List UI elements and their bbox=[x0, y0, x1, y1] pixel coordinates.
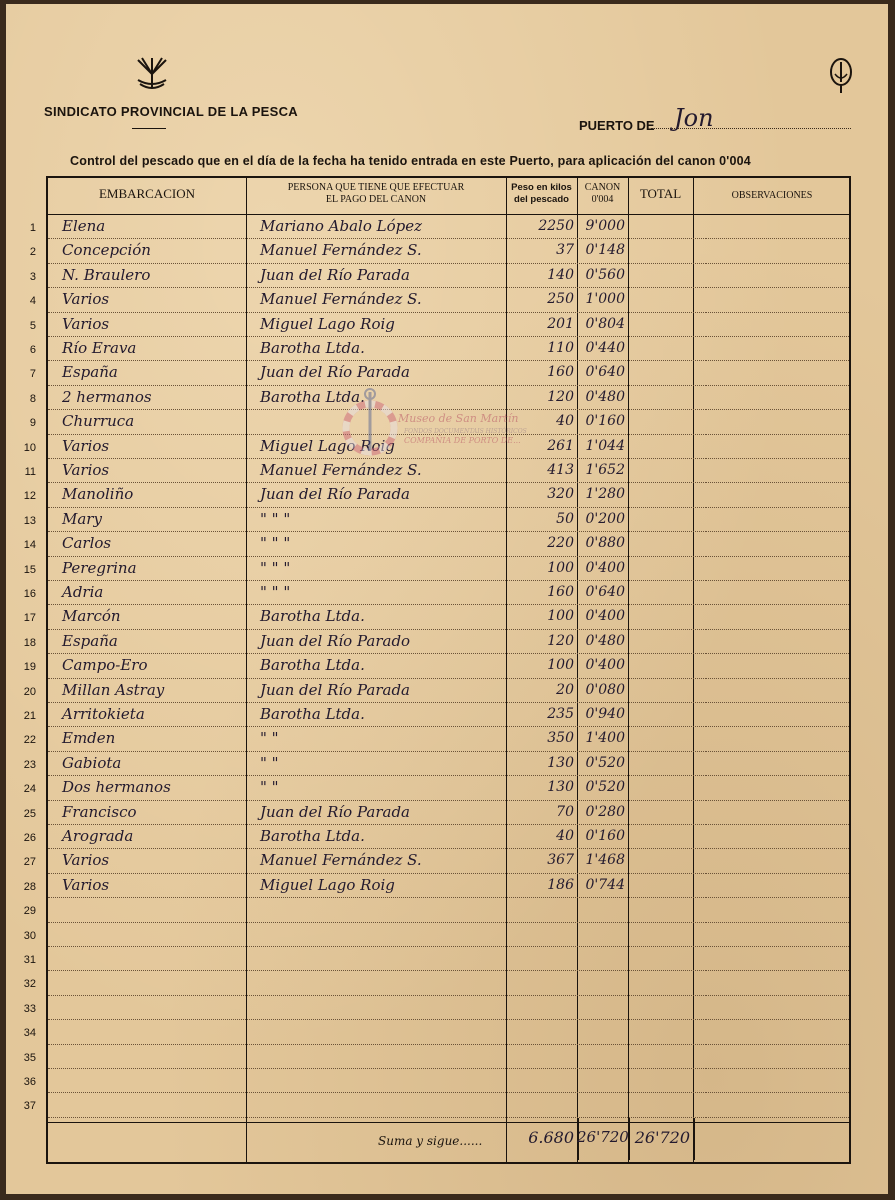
header-persona bbox=[246, 182, 506, 206]
payer-name: " " " bbox=[260, 558, 291, 577]
sum-canon: 26'720 bbox=[577, 1128, 629, 1146]
boat-name: Varios bbox=[62, 461, 110, 479]
row-number: 29 bbox=[23, 905, 36, 918]
fish-weight: 160 bbox=[547, 364, 574, 381]
row-rule-right bbox=[706, 922, 849, 923]
row-number: 15 bbox=[23, 563, 36, 576]
header-total: TOTAL bbox=[639, 186, 682, 201]
fish-weight: 37 bbox=[556, 242, 574, 259]
header-canon-line2: 0'004 bbox=[591, 194, 614, 205]
fish-weight: 120 bbox=[547, 388, 574, 405]
lifebuoy-icon bbox=[340, 384, 400, 464]
row-number: 31 bbox=[23, 954, 36, 966]
fish-weight: 250 bbox=[547, 291, 574, 308]
row-rule bbox=[48, 775, 706, 776]
row-rule bbox=[48, 653, 706, 654]
control-title: Control del pescado que en el día de la fecha ha tenido entrada en este Puerto, para aplicación del canon 0'004 bbox=[70, 154, 751, 168]
row-number: 12 bbox=[23, 490, 36, 503]
row-rule bbox=[48, 580, 706, 581]
payer-name: Juan del Río Parada bbox=[260, 363, 410, 382]
row-number: 36 bbox=[23, 1076, 36, 1088]
boat-name: Churruca bbox=[62, 412, 135, 431]
row-rule bbox=[48, 556, 706, 557]
boat-name: 2 hermanos bbox=[62, 387, 152, 406]
row-rule bbox=[48, 263, 706, 264]
port-label: PUERTO DE bbox=[579, 118, 655, 133]
row-number: 22 bbox=[23, 734, 36, 747]
row-rule-right bbox=[706, 678, 849, 679]
payer-name: " " " bbox=[260, 509, 291, 528]
row-rule bbox=[48, 1044, 706, 1045]
fish-weight: 413 bbox=[547, 462, 574, 478]
union-underline bbox=[132, 128, 166, 129]
row-rule-right bbox=[706, 726, 849, 727]
fish-weight: 235 bbox=[547, 706, 574, 722]
row-rule bbox=[48, 360, 706, 361]
canon-amount: 0'640 bbox=[585, 584, 625, 600]
payer-name: Barotha Ltda. bbox=[260, 607, 365, 626]
fish-weight: 130 bbox=[547, 779, 574, 796]
payer-name: " " " bbox=[260, 583, 291, 601]
canon-amount: 0'400 bbox=[585, 559, 625, 576]
row-rule-right bbox=[706, 946, 849, 947]
row-number: 28 bbox=[23, 880, 36, 893]
fish-weight: 220 bbox=[547, 535, 574, 552]
payer-name: Barotha Ltda. bbox=[260, 827, 365, 845]
row-rule-right bbox=[706, 1068, 849, 1069]
payer-name: Manuel Fernández S. bbox=[260, 851, 422, 870]
fish-weight: 261 bbox=[547, 437, 574, 454]
row-rule bbox=[48, 604, 706, 605]
row-number: 11 bbox=[24, 466, 36, 478]
fish-weight: 110 bbox=[547, 340, 574, 356]
row-rule bbox=[48, 629, 706, 630]
row-rule-right bbox=[706, 800, 849, 801]
column-divider bbox=[246, 178, 247, 1162]
row-rule bbox=[48, 726, 706, 727]
port-value: Jon bbox=[674, 104, 714, 132]
row-rule bbox=[48, 897, 706, 898]
payer-name: " " bbox=[260, 753, 279, 772]
fish-weight: 20 bbox=[556, 681, 574, 698]
row-rule-right bbox=[706, 556, 849, 557]
row-rule-right bbox=[706, 531, 849, 532]
row-number: 27 bbox=[23, 856, 36, 869]
header-canon bbox=[577, 182, 628, 206]
header-embarcacion: EMBARCACION bbox=[98, 186, 196, 201]
row-rule bbox=[48, 946, 706, 947]
canon-amount: 0'200 bbox=[585, 510, 625, 527]
canon-amount: 0'400 bbox=[585, 657, 625, 674]
row-rule-right bbox=[706, 458, 849, 459]
header-observaciones: OBSERVACIONES bbox=[731, 190, 813, 201]
boat-name: Francisco bbox=[62, 802, 137, 821]
row-number: 5 bbox=[29, 319, 36, 332]
row-rule-right bbox=[706, 434, 849, 435]
row-number: 7 bbox=[29, 368, 36, 381]
row-number: 34 bbox=[23, 1027, 36, 1040]
row-rule-right bbox=[706, 336, 849, 337]
canon-amount: 0'880 bbox=[585, 535, 625, 552]
row-rule-right bbox=[706, 702, 849, 703]
payer-name: Juan del Río Parada bbox=[260, 265, 410, 284]
row-number: 3 bbox=[29, 270, 36, 283]
boat-name: Concepción bbox=[62, 241, 151, 260]
row-rule bbox=[48, 1068, 706, 1069]
canon-amount: 0'804 bbox=[585, 315, 625, 332]
fish-weight: 130 bbox=[547, 754, 574, 771]
boat-name: Arograda bbox=[62, 827, 134, 845]
row-number: 14 bbox=[23, 539, 36, 552]
row-rule bbox=[48, 1019, 706, 1020]
boat-name: N. Braulero bbox=[62, 265, 151, 284]
boat-name: Varios bbox=[62, 436, 110, 455]
row-number: 13 bbox=[23, 514, 36, 527]
row-rule-right bbox=[706, 287, 849, 288]
payer-name: Barotha Ltda. bbox=[260, 339, 365, 357]
header-peso-line1: Peso en kilos bbox=[511, 182, 572, 193]
row-rule-right bbox=[706, 604, 849, 605]
boat-name: Arritokieta bbox=[62, 705, 145, 723]
row-rule bbox=[48, 678, 706, 679]
boat-name: Millan Astray bbox=[62, 680, 165, 699]
row-rule bbox=[48, 336, 706, 337]
row-rule bbox=[48, 482, 706, 483]
row-number: 9 bbox=[29, 417, 36, 430]
fish-weight: 40 bbox=[556, 413, 574, 430]
row-number: 23 bbox=[23, 758, 36, 771]
union-name: SINDICATO PROVINCIAL DE LA PESCA bbox=[44, 104, 298, 119]
payer-name: Juan del Río Parada bbox=[260, 485, 410, 504]
header-persona-line2: EL PAGO DEL CANON bbox=[325, 194, 427, 205]
row-rule bbox=[48, 824, 706, 825]
row-rule bbox=[48, 800, 706, 801]
row-number: 21 bbox=[23, 710, 36, 722]
row-number: 35 bbox=[23, 1051, 36, 1064]
canon-amount: 1'044 bbox=[585, 437, 625, 454]
sum-total: 26'720 bbox=[634, 1128, 690, 1147]
boat-name: Campo-Ero bbox=[62, 656, 148, 675]
column-divider bbox=[628, 178, 629, 1162]
header-rule bbox=[48, 214, 849, 215]
row-number: 26 bbox=[23, 832, 36, 844]
canon-amount: 1'400 bbox=[585, 730, 625, 747]
row-rule bbox=[48, 848, 706, 849]
row-rule-right bbox=[706, 1044, 849, 1045]
canon-amount: 0'940 bbox=[585, 706, 625, 722]
header-peso bbox=[506, 182, 577, 206]
boat-name: Varios bbox=[62, 851, 110, 870]
boat-name: Mary bbox=[62, 509, 102, 528]
boat-name: Gabiota bbox=[62, 753, 122, 772]
canon-amount: 0'160 bbox=[585, 828, 625, 844]
canon-amount: 1'652 bbox=[585, 462, 625, 478]
fish-weight: 50 bbox=[556, 510, 574, 527]
payer-name: Mariano Abalo López bbox=[260, 217, 423, 235]
row-rule bbox=[48, 287, 706, 288]
boat-name: Manoliño bbox=[62, 485, 134, 504]
row-number: 4 bbox=[29, 295, 36, 308]
payer-name: Juan del Río Parada bbox=[260, 802, 410, 821]
fish-weight: 140 bbox=[547, 266, 574, 283]
row-number: 17 bbox=[23, 612, 36, 625]
header-persona-line1: PERSONA QUE TIENE QUE EFECTUAR bbox=[287, 182, 465, 193]
boat-name: Carlos bbox=[62, 534, 112, 553]
boat-name: Marcón bbox=[62, 607, 121, 626]
watermark-line2: FONDOS DOCUMENTAIS HISTÓRICOS bbox=[404, 428, 527, 435]
row-number: 37 bbox=[23, 1100, 36, 1113]
header-canon-line1: CANON bbox=[584, 182, 621, 193]
row-rule bbox=[48, 312, 706, 313]
row-rule-right bbox=[706, 507, 849, 508]
row-rule-right bbox=[706, 580, 849, 581]
payer-name: Manuel Fernández S. bbox=[260, 290, 422, 309]
row-rule-right bbox=[706, 482, 849, 483]
row-rule-right bbox=[706, 629, 849, 630]
boat-name: Peregrina bbox=[62, 558, 137, 577]
row-rule-right bbox=[706, 824, 849, 825]
row-rule-right bbox=[706, 653, 849, 654]
canon-amount: 0'440 bbox=[585, 340, 625, 356]
canon-amount: 0'744 bbox=[585, 876, 625, 893]
catch-table bbox=[23, 176, 851, 1164]
canon-amount: 0'480 bbox=[585, 388, 625, 405]
canon-amount: 9'000 bbox=[585, 218, 625, 234]
row-rule bbox=[48, 995, 706, 996]
archive-watermark bbox=[306, 384, 526, 464]
row-rule-right bbox=[706, 1019, 849, 1020]
fish-weight: 100 bbox=[547, 559, 574, 576]
payer-name: Manuel Fernández S. bbox=[260, 461, 422, 479]
payer-name: " " bbox=[260, 778, 279, 797]
row-rule-right bbox=[706, 312, 849, 313]
payer-name: " " " bbox=[260, 534, 291, 553]
boat-name: Varios bbox=[62, 290, 110, 309]
row-rule-right bbox=[706, 360, 849, 361]
row-number: 18 bbox=[23, 636, 36, 649]
row-number: 24 bbox=[23, 783, 36, 796]
row-rule-right bbox=[706, 263, 849, 264]
row-rule-right bbox=[706, 995, 849, 996]
fish-weight: 120 bbox=[547, 632, 574, 649]
sum-weight: 6.680 bbox=[528, 1128, 574, 1147]
row-number: 8 bbox=[29, 392, 36, 405]
row-rule-right bbox=[706, 751, 849, 752]
document-page bbox=[6, 4, 888, 1194]
payer-name: Barotha Ltda. bbox=[260, 656, 365, 675]
payer-name: Manuel Fernández S. bbox=[260, 241, 422, 260]
row-rule bbox=[48, 751, 706, 752]
row-number: 16 bbox=[23, 588, 36, 600]
boat-name: Varios bbox=[62, 314, 110, 333]
sum-label: Suma y sigue...... bbox=[378, 1134, 483, 1148]
payer-name: Juan del Río Parado bbox=[260, 631, 411, 650]
fish-weight: 2250 bbox=[538, 218, 574, 234]
canon-amount: 1'280 bbox=[585, 486, 625, 503]
canon-amount: 0'400 bbox=[585, 608, 625, 625]
table-bottom-rule bbox=[48, 1122, 849, 1123]
row-rule bbox=[48, 507, 706, 508]
fish-weight: 100 bbox=[547, 608, 574, 625]
fish-weight: 320 bbox=[547, 486, 574, 503]
canon-amount: 0'148 bbox=[585, 242, 625, 259]
row-rule bbox=[48, 702, 706, 703]
row-rule-right bbox=[706, 1117, 849, 1118]
row-rule bbox=[48, 922, 706, 923]
row-number: 30 bbox=[23, 929, 36, 942]
boat-name: Adria bbox=[62, 583, 104, 601]
watermark-line3: COMPAÑIA DE PORTO DE... bbox=[404, 436, 521, 445]
row-rule-right bbox=[706, 1092, 849, 1093]
fish-weight: 70 bbox=[556, 803, 574, 820]
boat-name: España bbox=[62, 631, 118, 650]
row-rule bbox=[48, 238, 706, 239]
row-number: 19 bbox=[23, 661, 36, 674]
header-peso-line2: del pescado bbox=[514, 194, 569, 205]
row-rule bbox=[48, 970, 706, 971]
boat-name: Río Erava bbox=[62, 339, 137, 357]
canon-amount: 0'280 bbox=[585, 803, 625, 820]
row-number: 25 bbox=[23, 807, 36, 820]
payer-name: " " bbox=[260, 729, 279, 748]
fish-weight: 186 bbox=[547, 876, 574, 893]
row-rule bbox=[48, 873, 706, 874]
row-number: 1 bbox=[29, 222, 36, 234]
canon-amount: 0'160 bbox=[585, 413, 625, 430]
row-rule-right bbox=[706, 775, 849, 776]
row-rule-right bbox=[706, 873, 849, 874]
row-rule bbox=[48, 1092, 706, 1093]
column-divider bbox=[693, 178, 694, 1162]
row-number: 32 bbox=[23, 978, 36, 991]
payer-name: Miguel Lago Roig bbox=[260, 436, 395, 455]
payer-name: Miguel Lago Roig bbox=[260, 314, 395, 333]
canon-amount: 1'468 bbox=[585, 852, 625, 869]
row-number: 6 bbox=[29, 344, 36, 356]
canon-amount: 0'520 bbox=[585, 754, 625, 771]
row-number: 20 bbox=[23, 685, 36, 698]
row-rule bbox=[48, 531, 706, 532]
canon-amount: 0'480 bbox=[585, 632, 625, 649]
boat-name: Emden bbox=[62, 729, 116, 748]
row-rule-right bbox=[706, 848, 849, 849]
boat-name: Varios bbox=[62, 875, 110, 894]
canon-amount: 1'000 bbox=[585, 291, 625, 308]
canon-amount: 0'560 bbox=[585, 266, 625, 283]
row-number: 33 bbox=[23, 1002, 36, 1015]
payer-name: Barotha Ltda. bbox=[260, 387, 365, 406]
row-rule-right bbox=[706, 970, 849, 971]
fish-weight: 350 bbox=[547, 730, 574, 747]
fish-weight: 201 bbox=[547, 315, 574, 332]
canon-amount: 0'080 bbox=[585, 681, 625, 698]
canon-amount: 0'640 bbox=[585, 364, 625, 381]
fish-weight: 367 bbox=[547, 852, 574, 869]
row-rule-right bbox=[706, 897, 849, 898]
payer-name: Miguel Lago Roig bbox=[260, 875, 395, 894]
fish-weight: 40 bbox=[556, 828, 574, 844]
row-rule-right bbox=[706, 385, 849, 386]
row-rule-right bbox=[706, 238, 849, 239]
payer-name: Barotha Ltda. bbox=[260, 705, 365, 723]
boat-name: Elena bbox=[62, 217, 106, 235]
boat-name: Dos hermanos bbox=[62, 778, 171, 797]
fish-weight: 160 bbox=[547, 584, 574, 600]
boat-name: España bbox=[62, 363, 118, 382]
row-rule-right bbox=[706, 409, 849, 410]
fish-weight: 100 bbox=[547, 657, 574, 674]
yoke-and-arrows-emblem-icon bbox=[132, 54, 172, 96]
watermark-line1: Museo de San Martín bbox=[398, 412, 519, 425]
anchor-seal-icon bbox=[828, 56, 854, 96]
canon-amount: 0'520 bbox=[585, 779, 625, 796]
row-number: 2 bbox=[29, 246, 36, 259]
payer-name: Juan del Río Parada bbox=[260, 680, 410, 699]
row-number: 10 bbox=[23, 441, 36, 454]
